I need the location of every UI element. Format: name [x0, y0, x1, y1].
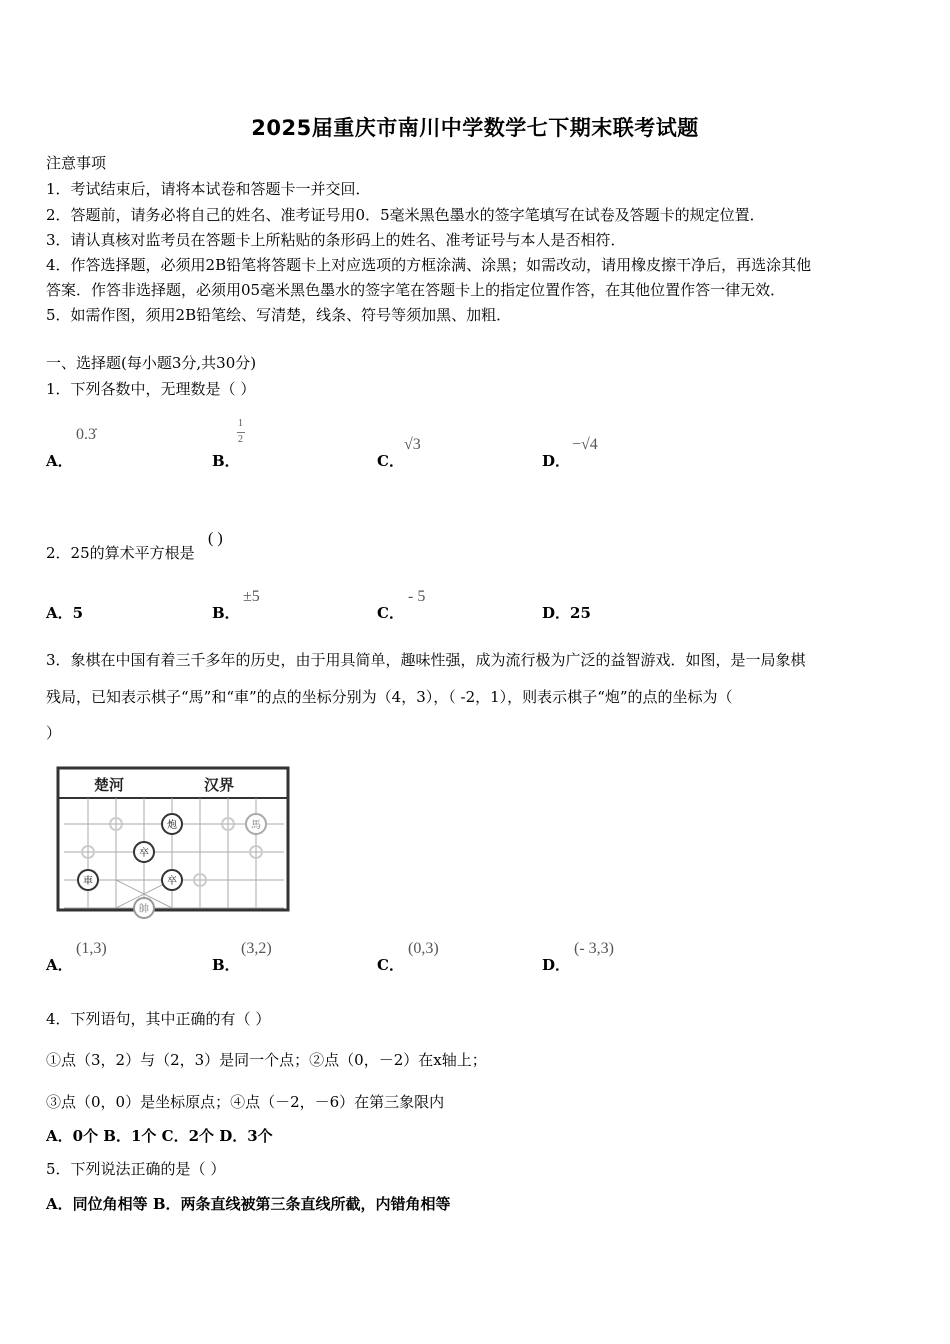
q3-option-d-label: D．	[542, 956, 571, 974]
piece-zu-2-label: 卒	[167, 876, 177, 887]
chess-board-figure	[54, 766, 294, 920]
q3-option-b-value: (3,2)	[241, 940, 272, 957]
question-5-options: A．同位角相等 B．两条直线被第三条直线所截，内错角相等	[46, 1195, 451, 1213]
notice-heading: 注意事项	[46, 154, 107, 172]
q3-option-c-label: C．	[377, 956, 404, 974]
piece-zu-1-label: 卒	[139, 848, 149, 859]
notice-item: 4．作答选择题，必须用2B铅笔将答题卡上对应选项的方框涂满、涂黑；如需改动，请用橡皮擦干净后，再选涂其他	[46, 256, 812, 274]
notice-item: 答案．作答非选择题，必须用05毫米黑色墨水的签字笔在答题卡上的指定位置作答，在其他位置作答一律无效．	[46, 281, 786, 299]
q2-option-c-label: C．	[377, 604, 404, 622]
question-4-options: A．0个 B．1个 C．2个 D．3个	[46, 1127, 273, 1145]
q1-option-a-label: A．	[46, 452, 73, 470]
question-3-stem: 3．象棋在中国有着三千多年的历史，由于用具简单，趣味性强，成为流行极为广泛的益智游戏．如图，是一局象棋	[46, 651, 806, 669]
q1-option-b-denominator: 2	[238, 434, 243, 445]
notice-item: 2．答题前，请务必将自己的姓名、准考证号用0．5毫米黑色墨水的签字笔填写在试卷及答题卡的规定位置．	[46, 206, 765, 224]
question-2-stem: 2．25的算术平方根是	[46, 544, 195, 562]
piece-ju-label: 車	[83, 876, 93, 887]
q2-option-b-value: ±5	[243, 588, 260, 605]
section-heading: 一、选择题(每小题3分,共30分)	[46, 354, 257, 372]
question-4-statement: ①点（3，2）与（2，3）是同一个点；②点（0，－2）在x轴上；	[46, 1051, 487, 1069]
q1-option-c-value: √3	[404, 436, 421, 453]
q1-option-c-label: C．	[377, 452, 404, 470]
q1-option-b-label: B．	[212, 452, 240, 470]
question-4-statement: ③点（0，0）是坐标原点；④点（－2，－6）在第三象限内	[46, 1093, 445, 1111]
piece-ma-label: 馬	[251, 820, 261, 831]
page-title: 2025届重庆市南川中学数学七下期末联考试题	[251, 116, 699, 140]
q2-option-b-label: B．	[212, 604, 240, 622]
question-5-stem: 5．下列说法正确的是（ ）	[46, 1160, 226, 1178]
q1-option-d-value: −√4	[572, 436, 598, 453]
q2-option-a: A．5	[46, 604, 84, 622]
notice-item: 5．如需作图，须用2B铅笔绘、写清楚，线条、符号等须加黑、加粗．	[46, 306, 512, 324]
q3-option-a-label: A．	[46, 956, 73, 974]
question-4-stem: 4．下列语句，其中正确的有（ ）	[46, 1010, 271, 1028]
piece-shuai-label: 帥	[139, 904, 149, 915]
q1-option-a-value: 0.3̇	[76, 426, 96, 443]
notice-item: 3．请认真核对监考员在答题卡上所粘贴的条形码上的姓名、准考证号与本人是否相符．	[46, 231, 626, 249]
question-3-stem: ）	[46, 724, 62, 742]
q1-option-b-numerator: 1	[238, 418, 243, 429]
fraction-bar	[237, 432, 245, 433]
q3-option-c-value: (0,3)	[408, 940, 439, 957]
question-3-stem: 残局，已知表示棋子“馬”和“車”的点的坐标分别为（4，3），（ -2，1），则表示棋子“炮”的点的坐标为（	[46, 688, 733, 706]
q2-option-d: D．25	[542, 604, 591, 622]
piece-pao-label: 炮	[167, 820, 177, 831]
notice-item: 1．考试结束后，请将本试卷和答题卡一并交回．	[46, 180, 371, 198]
q3-option-d-value: (- 3,3)	[574, 940, 614, 957]
question-1-stem: 1．下列各数中，无理数是（ ）	[46, 380, 256, 398]
q2-option-c-value: - 5	[408, 588, 426, 605]
board-right-text: 汉界	[204, 776, 235, 794]
q1-option-d-label: D．	[542, 452, 571, 470]
q2-answer-paren: ( )	[208, 530, 223, 547]
board-left-text: 楚河	[94, 776, 125, 794]
q3-option-a-value: (1,3)	[76, 940, 107, 957]
q3-option-b-label: B．	[212, 956, 240, 974]
